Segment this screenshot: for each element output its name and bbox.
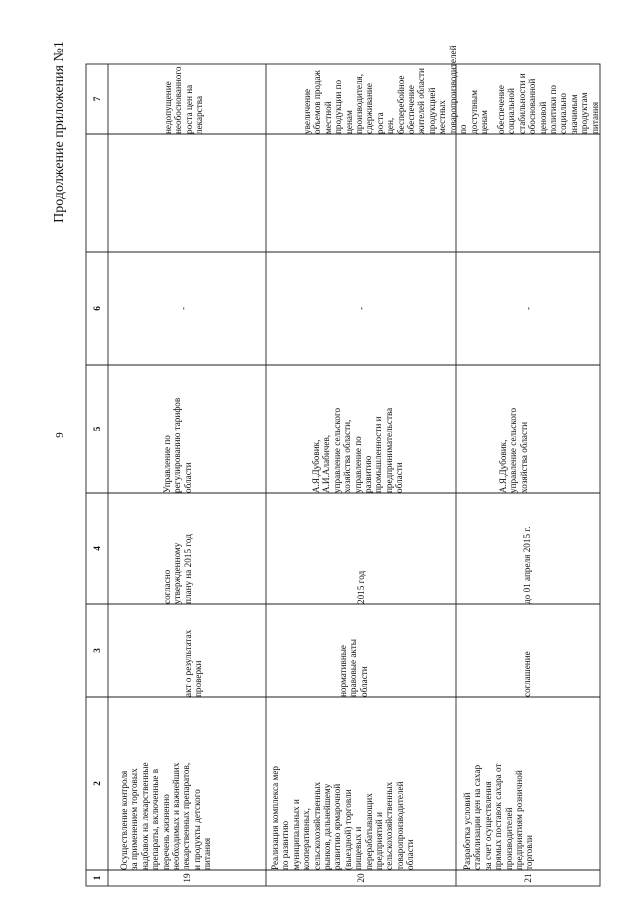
column-header-2: 2 [92,781,102,786]
row-20-funding: - [356,306,366,311]
row-20-result: увеличение объемов продаж местной продукции по ценам производителя, сдерживание роста цен, бесперебойное обеспечение жителей области продукцией местных товаропроизводителей по доступным ценам [302,45,489,134]
row-19-deadline: согласно утвержденному плану на 2015 год [162,534,193,604]
column-header-4: 4 [92,546,102,551]
row-19-funding: - [178,306,188,311]
row-21-responsible: А.Я.Дубовик, управление сельского хозяйства области [498,407,529,493]
row-20-deadline: 2015 год [356,570,366,604]
row-21-deadline: до 01 апреля 2015 г. [522,526,532,604]
column-header-6: 6 [92,306,102,311]
row-20-responsible: А.Я.Дубовик, А.И.Алабичев, управление сельского хозяйства области, управление по развитию промышленности и предпринимательства области [311,407,405,493]
row-20-number: 20 [356,873,366,883]
row-19-measure: Осуществление контроля за применением торговых надбавок на лекарственные препараты, включенные в перечень жизненно необходимых и важнейших лекарственных препаратов, и продукты детского питания [119,762,213,870]
appendix-note-text: Продолжение приложения №1 [52,41,67,223]
row-21-number: 21 [523,873,533,883]
page-number-text: 9 [54,432,66,438]
row-21-result: обеспечение социальной стабильности и обоснованной ценовой политики по социально значимым продуктам питания [496,73,600,134]
row-21-funding: - [523,306,533,311]
row-19-responsible: Управление по регулированию тарифов области [162,397,193,493]
row-19-form: акт о результатах проверки [183,629,204,697]
row-21-form: соглашение [522,651,532,697]
column-header-5: 5 [92,426,102,432]
row-19-result: недопущение необоснованного роста цен на лекарства [163,66,205,134]
column-header-3: 3 [92,648,102,653]
column-header-1: 1 [92,875,102,881]
row-20-form: нормативные правовые акты области [338,639,369,697]
row-20-measure: Реализация комплекса мер по развитию муниципальных и кооперативных, сельскохозяйственных рынков, дальнейшему развитию ярмарочной (выездной) торговли пищевых и перерабатывающих предприятий и сельскохозяйственных товаропроизводителей области [270,766,416,870]
column-header-7: 7 [92,96,102,102]
row-19-number: 19 [182,873,192,883]
row-21-measure: Разработка условий стабилизации цен на сахар за счет осуществления прямых поставок сахара от производителей предприятиям розничной торговли [462,763,535,870]
